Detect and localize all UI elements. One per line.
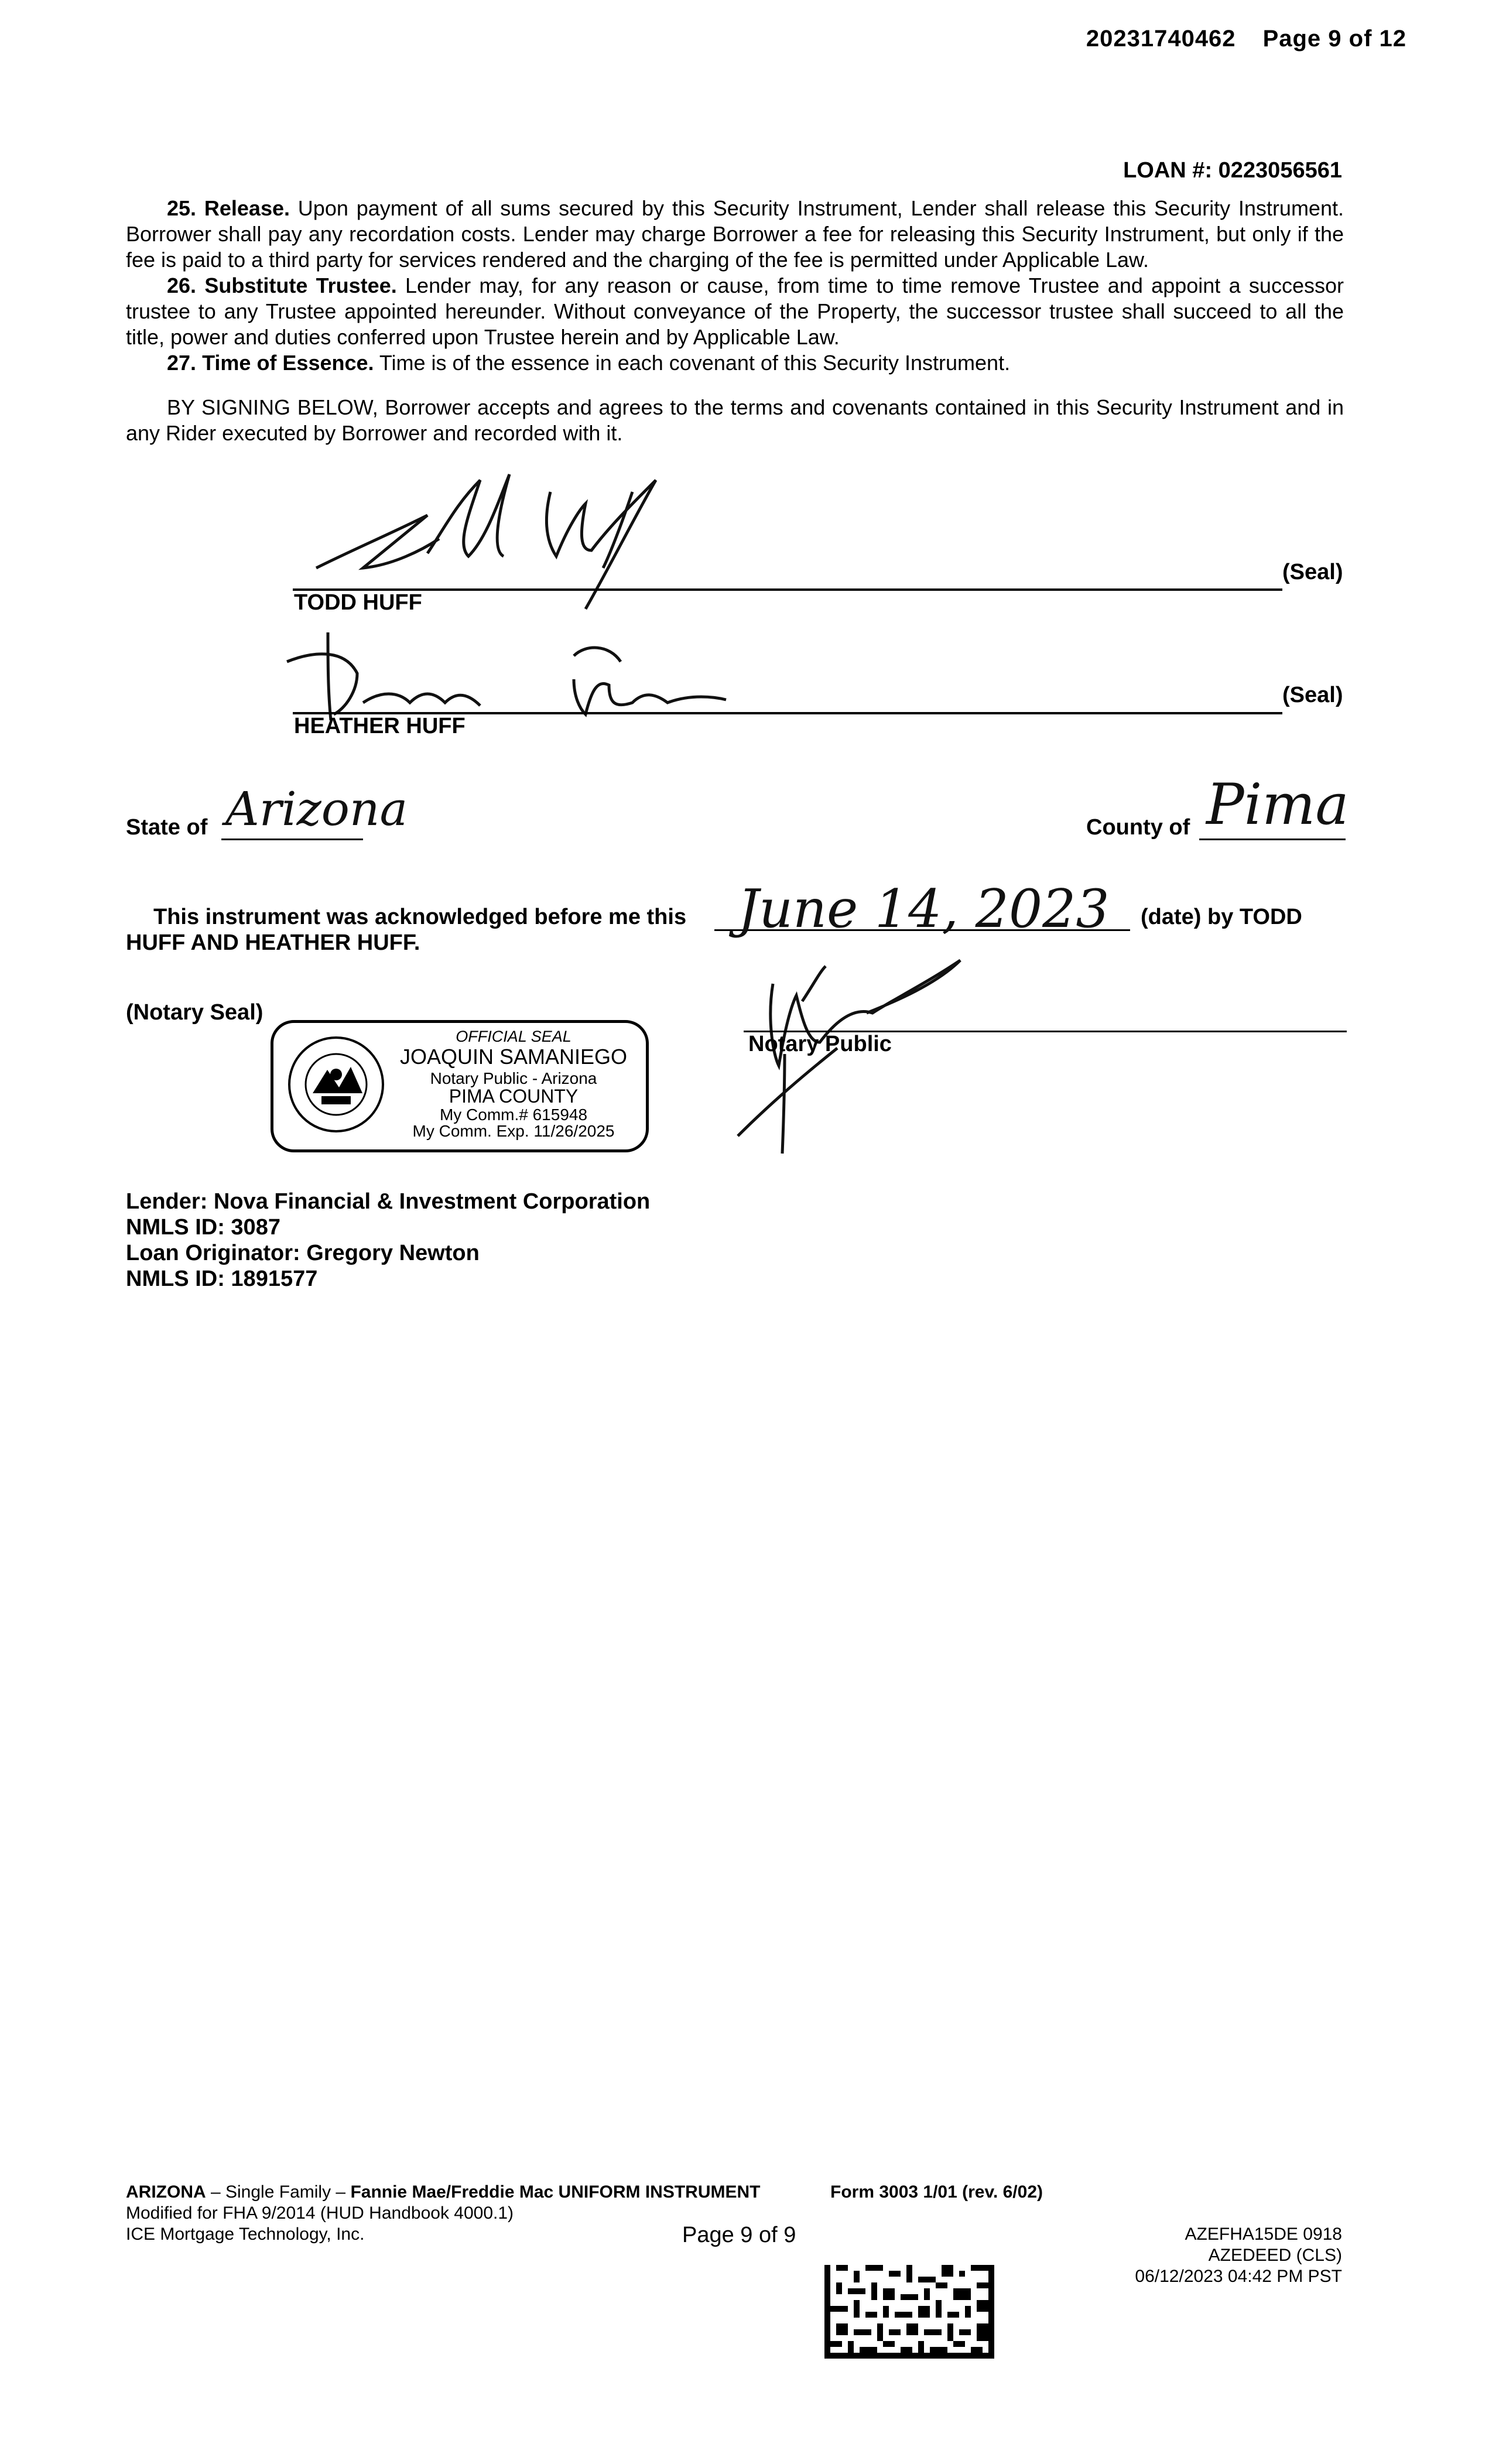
state-underline	[221, 839, 363, 840]
acknowledgement-prefix: This instrument was acknowledged before me this	[153, 905, 687, 929]
notary-stamp	[271, 1020, 649, 1152]
footer-code-2: AZEDEED (CLS)	[1208, 2246, 1342, 2265]
stamp-line-commission-number: My Comm.# 615948	[439, 1106, 588, 1124]
acknowledgement-names: HUFF AND HEATHER HUFF.	[126, 930, 420, 955]
loan-originator: Loan Originator: Gregory Newton	[126, 1241, 480, 1265]
footer-modified: Modified for FHA 9/2014 (HUD Handbook 4000.1)	[126, 2203, 514, 2223]
recording-header	[1059, 26, 1406, 52]
lender-nmls: NMLS ID: 3087	[126, 1215, 280, 1240]
acknowledgement-date: June 14, 2023	[738, 878, 1110, 940]
notary-public-label: Notary Public	[748, 1032, 892, 1056]
footer-state: ARIZONA	[126, 2182, 206, 2202]
section-text: Time is of the essence in each covenant of this Security Instrument.	[374, 351, 1011, 375]
acknowledgement-suffix: (date) by TODD	[1141, 905, 1302, 929]
footer-codes	[1135, 2224, 1342, 2287]
recording-page-number: Page 9 of 12	[1262, 26, 1406, 52]
section-25	[126, 196, 1344, 273]
signing-statement: BY SIGNING BELOW, Borrower accepts and agrees to the terms and covenants contained in this Security Instrument and in any Rider executed by Borrower and recorded with it.	[126, 395, 1344, 445]
stamp-line-county: PIMA COUNTY	[449, 1086, 579, 1107]
section-title: Time of Essence.	[202, 351, 374, 375]
stamp-line-notary-name: JOAQUIN SAMANIEGO	[399, 1045, 628, 1069]
footer-page-number: Page 9 of 9	[682, 2223, 796, 2247]
footer-description: – Single Family –	[206, 2182, 351, 2202]
footer-instrument: Fannie Mae/Freddie Mac UNIFORM INSTRUMENT	[350, 2182, 761, 2202]
state-label: State of	[126, 815, 208, 840]
county-value: Pima	[1206, 772, 1349, 837]
section-number: 25.	[167, 196, 197, 220]
section-text: Lender may, for any reason or cause, from time to time remove Trustee and appoint a successor trustee to any Trustee appointed hereunder. Without conveyance of the Property, the successor trustee shall succeed to all the title, power and duties conferred upon Trustee herein and by Applicable Law.	[126, 273, 1344, 349]
originator-nmls: NMLS ID: 1891577	[126, 1267, 318, 1291]
county-label: County of	[1086, 815, 1190, 840]
footer-code-1: AZEFHA15DE 0918	[1185, 2225, 1342, 2244]
footer-form-number: Form 3003 1/01 (rev. 6/02)	[830, 2182, 1043, 2202]
lender-info	[126, 1189, 650, 1292]
section-title: Substitute Trustee.	[204, 273, 397, 297]
signature-line-todd	[293, 588, 1282, 591]
document-number: 20231740462	[1086, 26, 1236, 52]
footer-form-title	[126, 2182, 761, 2203]
stamp-line-commission-expiry: My Comm. Exp. 11/26/2025	[412, 1122, 615, 1140]
section-number: 27.	[167, 351, 197, 375]
section-27	[126, 350, 1344, 376]
barcode	[824, 2264, 994, 2360]
section-title: Release.	[204, 196, 290, 220]
seal-label-todd: (Seal)	[1282, 560, 1343, 584]
footer-company: ICE Mortgage Technology, Inc.	[126, 2225, 365, 2244]
stamp-line-official-seal: OFFICIAL SEAL	[456, 1028, 571, 1045]
signer-name-heather: HEATHER HUFF	[294, 714, 466, 738]
county-underline	[1199, 839, 1346, 840]
state-value: Arizona	[225, 782, 408, 836]
stamp-line-notary-public: Notary Public - Arizona	[430, 1069, 597, 1087]
state-seal-emblem	[286, 1035, 386, 1134]
notary-seal-label: (Notary Seal)	[126, 1000, 263, 1025]
footer-timestamp: 06/12/2023 04:42 PM PST	[1135, 2267, 1342, 2286]
seal-label-heather: (Seal)	[1282, 683, 1343, 707]
lender-name: Lender: Nova Financial & Investment Corporation	[126, 1189, 651, 1214]
loan-number: LOAN #: 0223056561	[1123, 158, 1342, 183]
section-26	[126, 273, 1344, 350]
section-text: Upon payment of all sums secured by this Security Instrument, Lender shall release this Security Instrument. Borrower shall pay any recordation costs. Lender may charge Borrower a fee for releasing this Security Instrument, but only if the fee is paid to a third party for services rendered and the charging of the fee is permitted under Applicable Law.	[126, 196, 1344, 272]
signer-name-todd: TODD HUFF	[294, 590, 422, 615]
covenants-section	[126, 196, 1344, 446]
section-number: 26.	[167, 273, 197, 297]
